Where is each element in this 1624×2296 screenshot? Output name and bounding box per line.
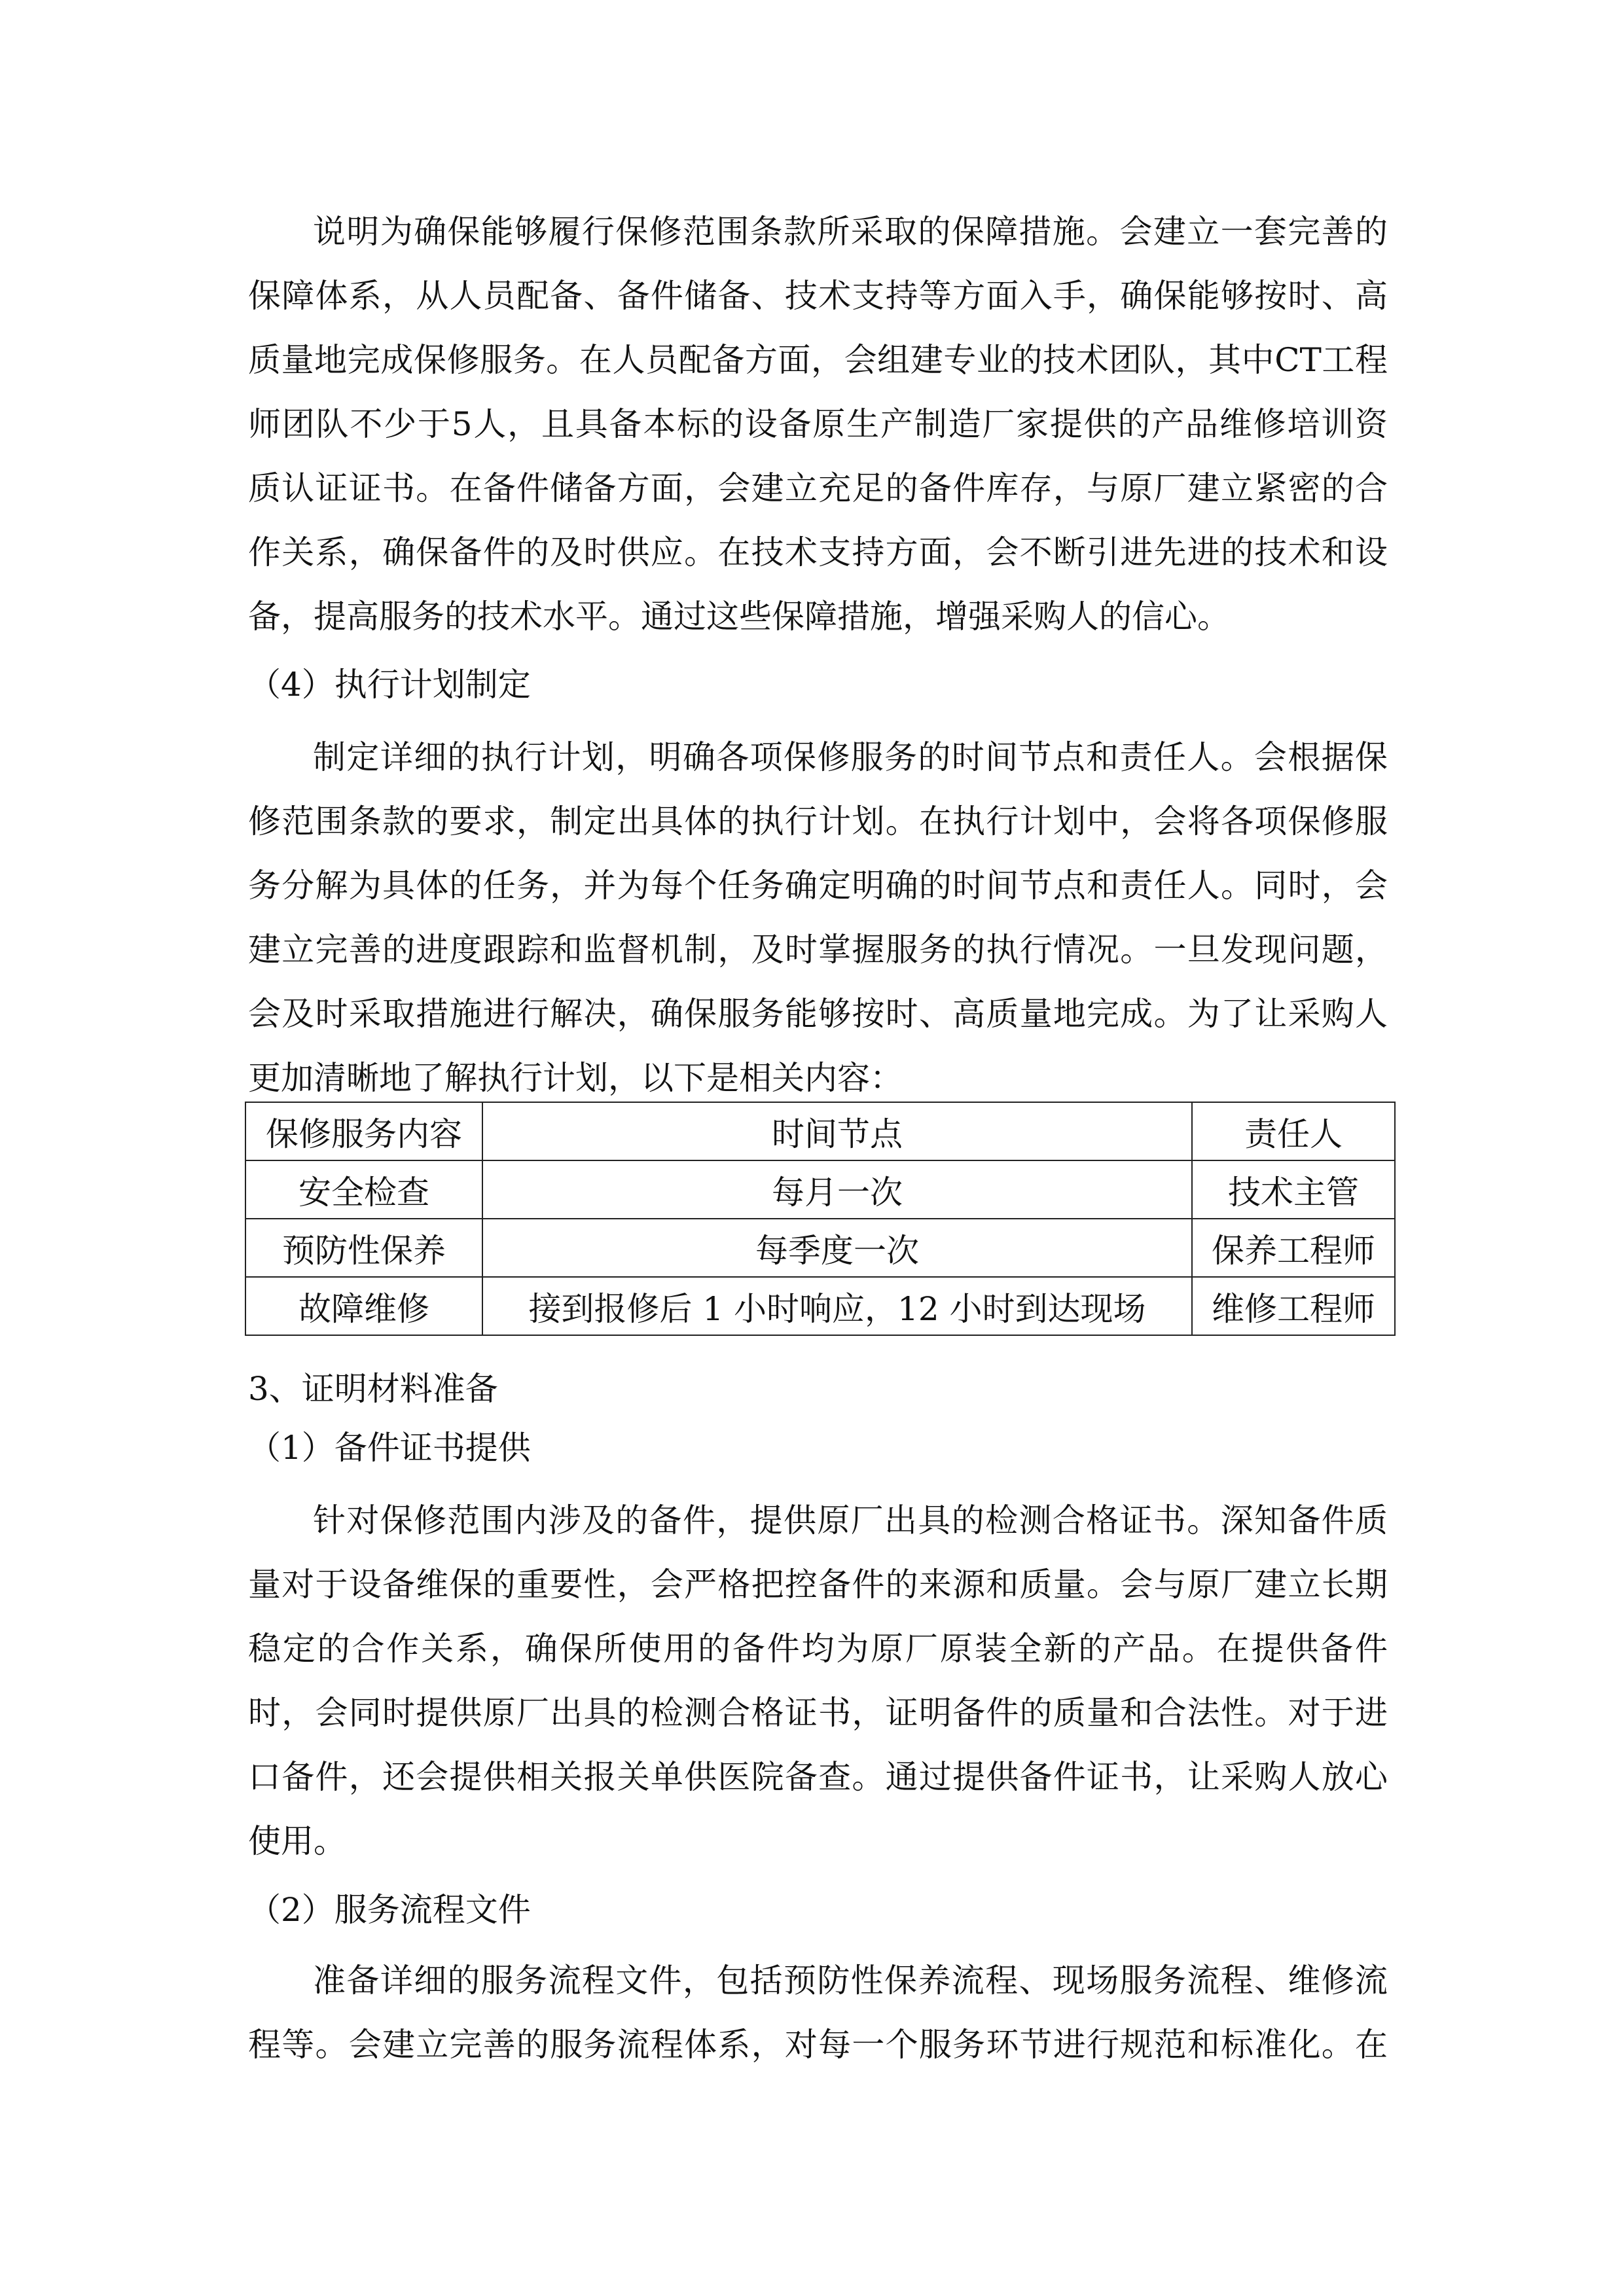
text-line: 使用。 <box>248 1822 346 1860</box>
text-line: 质量地完成保修服务。在人员配备方面，会组建专业的技术团队，其中CT工程 <box>248 341 1388 379</box>
table-cell: 接到报修后 1 小时响应，12 小时到达现场 <box>482 1277 1192 1335</box>
table-header-cell: 保修服务内容 <box>245 1102 482 1160</box>
paragraph-service-process-documents <box>248 1948 1388 2077</box>
table-header-cell: 责任人 <box>1192 1102 1395 1160</box>
table-cell: 保养工程师 <box>1192 1219 1395 1277</box>
text-line: 制定详细的执行计划，明确各项保修服务的时间节点和责任人。会根据保 <box>313 738 1388 776</box>
text-line: 说明为确保能够履行保修范围条款所采取的保障措施。会建立一套完善的 <box>313 213 1388 251</box>
table-cell: 维修工程师 <box>1192 1277 1395 1335</box>
text-line: 更加清晰地了解执行计划，以下是相关内容： <box>248 1059 903 1097</box>
text-line: 针对保修范围内涉及的备件，提供原厂出具的检测合格证书。深知备件质 <box>313 1501 1388 1539</box>
text-line: 建立完善的进度跟踪和监督机制，及时掌握服务的执行情况。一旦发现问题， <box>248 931 1388 969</box>
table-cell: 预防性保养 <box>245 1219 482 1277</box>
text-line: 务分解为具体的任务，并为每个任务确定明确的时间节点和责任人。同时，会 <box>248 867 1388 905</box>
execution-plan-table <box>245 1102 1396 1336</box>
text-line: 作关系，确保备件的及时供应。在技术支持方面，会不断引进先进的技术和设 <box>248 533 1388 571</box>
table-row <box>245 1160 1395 1219</box>
table-header-row <box>245 1102 1395 1160</box>
text-line: 程等。会建立完善的服务流程体系，对每一个服务环节进行规范和标准化。在 <box>248 2026 1388 2064</box>
text-line: 时，会同时提供原厂出具的检测合格证书，证明备件的质量和合法性。对于进 <box>248 1694 1388 1732</box>
text-line: 师团队不少于5人，且具备本标的设备原生产制造厂家提供的产品维修培训资 <box>248 405 1388 443</box>
text-line: 准备详细的服务流程文件，包括预防性保养流程、现场服务流程、维修流 <box>313 1962 1388 2000</box>
table-cell: 故障维修 <box>245 1277 482 1335</box>
text-line: 量对于设备维保的重要性，会严格把控备件的来源和质量。会与原厂建立长期 <box>248 1566 1388 1604</box>
text-line: 质认证证书。在备件储备方面，会建立充足的备件库存，与原厂建立紧密的合 <box>248 469 1388 507</box>
table-row <box>245 1219 1395 1277</box>
table-cell: 每季度一次 <box>482 1219 1192 1277</box>
table-cell: 技术主管 <box>1192 1160 1395 1219</box>
text-line: 会及时采取措施进行解决，确保服务能够按时、高质量地完成。为了让采购人 <box>248 995 1388 1033</box>
paragraph-guarantee-measures <box>248 200 1388 649</box>
heading-spare-part-certificates: （1）备件证书提供 <box>248 1429 531 1467</box>
table-cell: 每月一次 <box>482 1160 1192 1219</box>
paragraph-execution-plan <box>248 725 1388 1110</box>
table-row <box>245 1277 1395 1335</box>
text-line: 口备件，还会提供相关报关单供医院备查。通过提供备件证书，让采购人放心 <box>248 1758 1388 1796</box>
section-heading-proof-materials: 3、证明材料准备 <box>248 1370 498 1408</box>
paragraph-spare-part-certificates <box>248 1488 1388 1873</box>
text-line: 保障体系，从人员配备、备件储备、技术支持等方面入手，确保能够按时、高 <box>248 277 1388 315</box>
heading-service-process-documents: （2）服务流程文件 <box>248 1891 531 1929</box>
text-line: 备，提高服务的技术水平。通过这些保障措施，增强采购人的信心。 <box>248 598 1230 636</box>
table-cell: 安全检查 <box>245 1160 482 1219</box>
text-line: 稳定的合作关系，确保所使用的备件均为原厂原装全新的产品。在提供备件 <box>248 1630 1388 1668</box>
text-line: 修范围条款的要求，制定出具体的执行计划。在执行计划中，会将各项保修服 <box>248 802 1388 840</box>
table-header-cell: 时间节点 <box>482 1102 1192 1160</box>
heading-execution-plan: （4）执行计划制定 <box>248 666 531 704</box>
